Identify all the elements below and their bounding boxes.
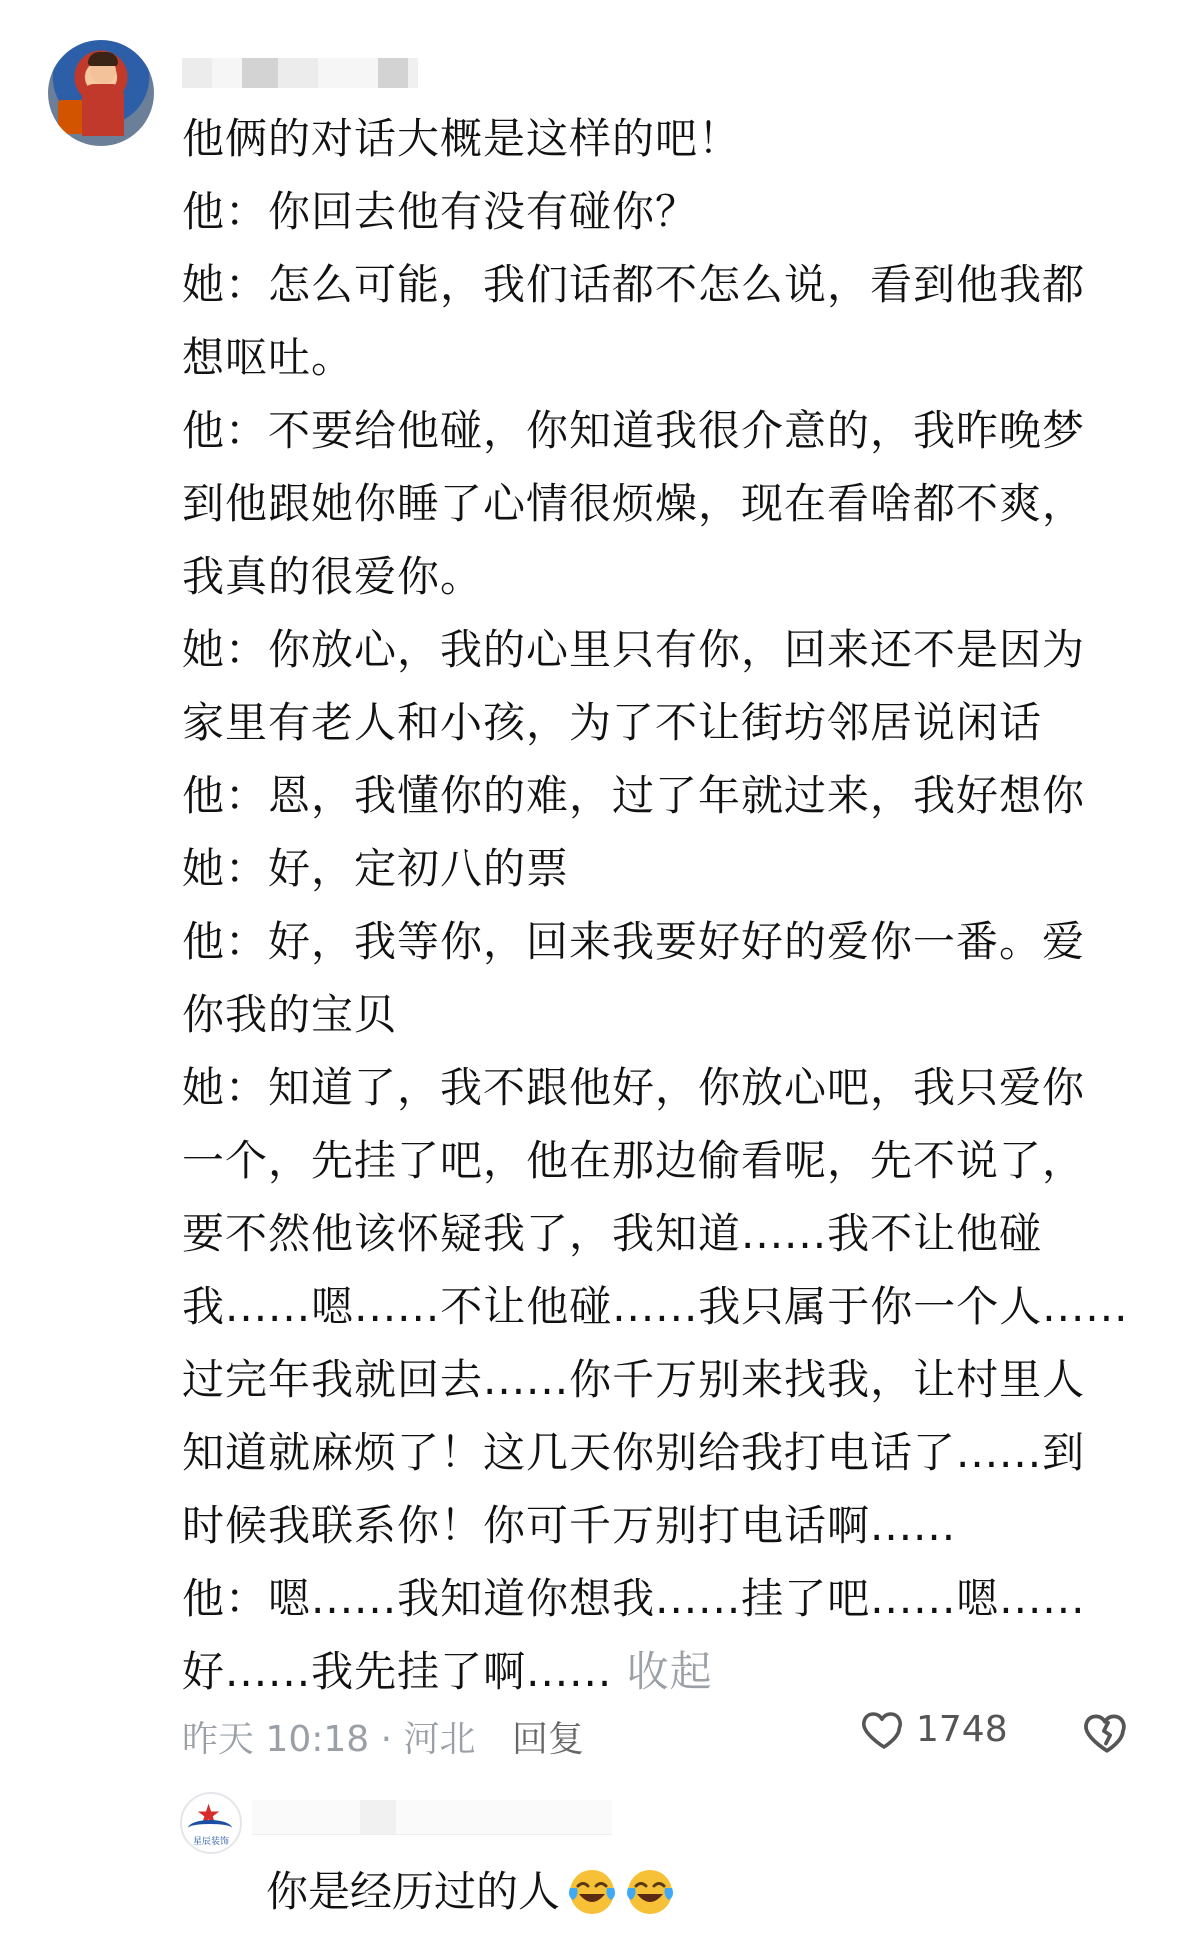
comment-line: 到他跟她你睡了心情很烦燥，现在看啥都不爽， bbox=[182, 479, 1086, 528]
comment-line: 一个，先挂了吧，他在那边偷看呢，先不说了， bbox=[182, 1136, 1086, 1185]
username-blurred[interactable] bbox=[182, 58, 418, 88]
comment-line: 过完年我就回去......你千万别来找我，让村里人 bbox=[182, 1355, 1086, 1404]
comment-line: 家里有老人和小孩，为了不让街坊邻居说闲话 bbox=[182, 698, 1043, 747]
heart-outline-icon bbox=[860, 1705, 908, 1753]
comment-line: 他：恩，我懂你的难，过了年就过来，我好想你 bbox=[182, 771, 1086, 820]
comment-line: 他：嗯......我知道你想我......挂了吧......嗯...... bbox=[182, 1574, 1086, 1623]
comment-line: 我......嗯......不让他碰......我只属于你一个人...... bbox=[182, 1282, 1129, 1331]
comment-time-location: 昨天 10:18 · 河北 bbox=[182, 1719, 476, 1760]
avatar-logo-text: 星辰装饰 bbox=[192, 1837, 229, 1847]
comment-line: 他：不要给他碰，你知道我很介意的，我昨晚梦 bbox=[182, 406, 1086, 455]
comment-line: 她：你放心，我的心里只有你，回来还不是因为 bbox=[182, 625, 1086, 674]
comment-line: 你我的宝贝 bbox=[182, 990, 398, 1039]
like-count: 1748 bbox=[916, 1708, 1008, 1750]
comment-line: 他：你回去他有没有碰你？ bbox=[182, 187, 699, 236]
comment-line: 好......我先挂了啊...... bbox=[182, 1647, 613, 1696]
star-logo-icon: ★ bbox=[196, 1798, 222, 1831]
comment-line: 她：好，定初八的票 bbox=[182, 844, 570, 893]
comment-meta-bar bbox=[182, 1705, 1122, 1765]
comment-line: 我真的很爱你。 bbox=[182, 552, 484, 601]
reply-comment bbox=[266, 1862, 676, 1922]
comment-line: 知道就麻烦了！这几天你别给我打电话了......到 bbox=[182, 1428, 1086, 1477]
comment-line: 她：知道了，我不跟他好，你放心吧，我只爱你 bbox=[182, 1063, 1086, 1112]
crying-laughing-emoji-icon bbox=[624, 1866, 676, 1918]
comment-line: 想呕吐。 bbox=[182, 333, 355, 382]
comment-line: 时候我联系你！你可千万别打电话啊...... bbox=[182, 1501, 957, 1550]
reply-comment-text: 你是经历过的人 bbox=[266, 1867, 561, 1916]
avatar-hair bbox=[88, 52, 118, 66]
comment-line: 他俩的对话大概是这样的吧！ bbox=[182, 114, 742, 163]
comment-line: 要不然他该怀疑我了，我知道......我不让他碰 bbox=[182, 1209, 1043, 1258]
reply-user-avatar[interactable] bbox=[180, 1792, 242, 1854]
reply-button[interactable]: 回复 bbox=[512, 1719, 585, 1760]
comment-line: 她：怎么可能，我们话都不怎么说，看到他我都 bbox=[182, 260, 1086, 309]
reply-username-blurred[interactable] bbox=[252, 1800, 612, 1835]
crying-laughing-emoji-icon bbox=[566, 1866, 618, 1918]
comment-body bbox=[182, 102, 1129, 1708]
comment-last-line bbox=[182, 1635, 1112, 1708]
avatar-body bbox=[82, 84, 124, 136]
dislike-button[interactable] bbox=[1082, 1707, 1132, 1766]
broken-heart-icon bbox=[1082, 1707, 1132, 1757]
comment-line: 他：好，我等你，回来我要好好的爱你一番。爱 bbox=[182, 917, 1086, 966]
like-button[interactable] bbox=[860, 1705, 1008, 1753]
collapse-button[interactable]: 收起 bbox=[626, 1647, 713, 1696]
user-avatar[interactable] bbox=[48, 40, 154, 146]
